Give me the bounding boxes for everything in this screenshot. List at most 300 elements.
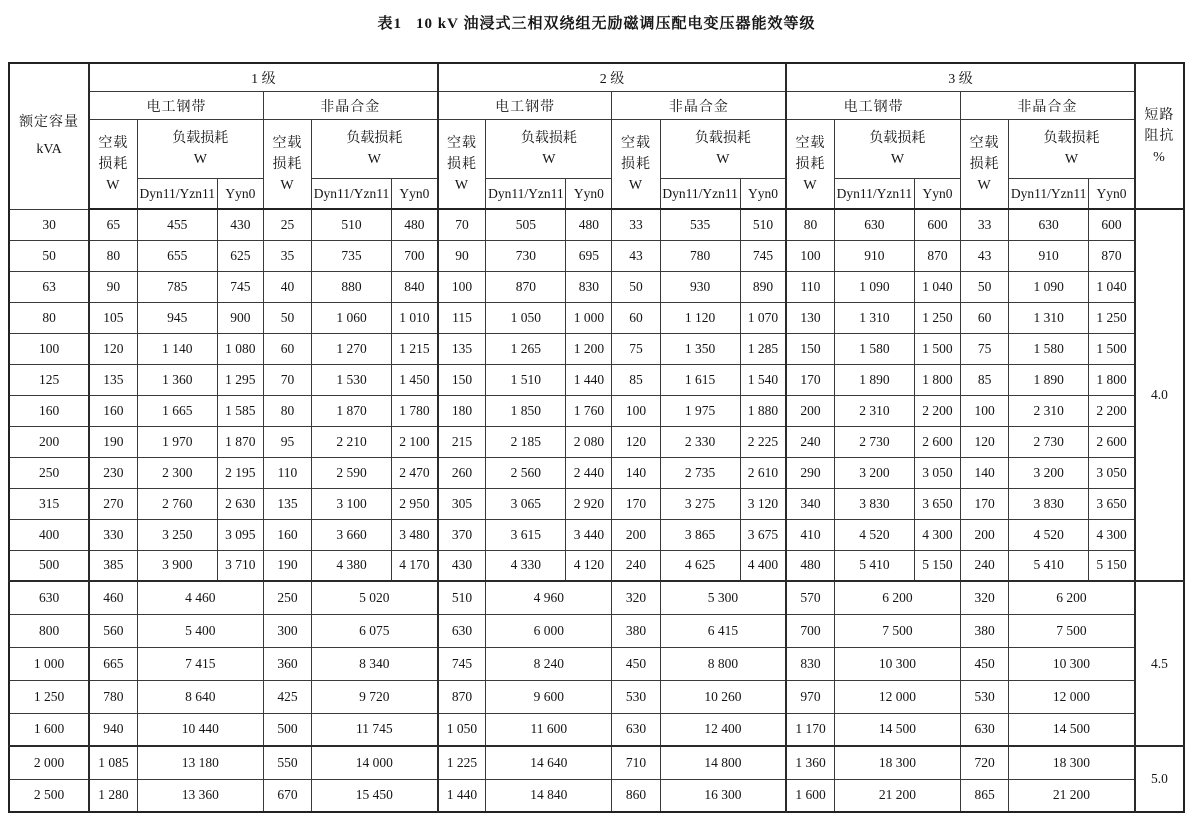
value-cell: 1 585 (217, 395, 263, 426)
value-cell: 100 (612, 395, 660, 426)
value-cell: 1 760 (566, 395, 612, 426)
header-connection-yyn: Yyn0 (217, 179, 263, 210)
value-cell: 505 (486, 209, 566, 240)
value-cell: 385 (89, 550, 137, 581)
value-cell: 4 960 (486, 581, 612, 614)
value-cell: 2 610 (740, 457, 786, 488)
value-cell: 710 (612, 746, 660, 779)
value-cell: 3 095 (217, 519, 263, 550)
value-cell: 4 300 (1089, 519, 1135, 550)
no-load-label-1: 空载 (98, 135, 129, 151)
value-cell: 1 060 (311, 302, 391, 333)
value-cell: 75 (612, 333, 660, 364)
value-cell: 1 010 (392, 302, 438, 333)
value-cell: 4 625 (660, 550, 740, 581)
value-cell: 14 640 (486, 746, 612, 779)
value-cell: 170 (961, 488, 1009, 519)
value-cell: 450 (961, 647, 1009, 680)
load-loss-unit: W (367, 152, 381, 167)
value-cell: 1 050 (486, 302, 566, 333)
value-cell: 150 (786, 333, 834, 364)
table-row (9, 271, 1184, 302)
value-cell: 160 (263, 519, 311, 550)
value-cell: 1 890 (834, 364, 914, 395)
header-load-loss (311, 120, 437, 179)
value-cell: 630 (438, 614, 486, 647)
value-cell: 7 415 (137, 647, 263, 680)
capacity-cell: 2 000 (9, 746, 89, 779)
load-loss-unit: W (542, 152, 556, 167)
no-load-label-2: 损耗 (969, 156, 1000, 172)
capacity-cell: 1 000 (9, 647, 89, 680)
table-caption (0, 12, 1193, 33)
value-cell: 630 (834, 209, 914, 240)
no-load-unit: W (803, 177, 818, 193)
value-cell: 2 440 (566, 457, 612, 488)
header-connection-yyn: Yyn0 (1089, 179, 1135, 210)
value-cell: 4 330 (486, 550, 566, 581)
value-cell: 455 (137, 209, 217, 240)
value-cell: 1 085 (89, 746, 137, 779)
header-connection-dyn: Dyn11/Yzn11 (311, 179, 391, 210)
value-cell: 1 310 (834, 302, 914, 333)
value-cell: 1 040 (914, 271, 960, 302)
table-row (9, 550, 1184, 581)
value-cell: 320 (612, 581, 660, 614)
value-cell: 18 300 (834, 746, 960, 779)
value-cell: 33 (961, 209, 1009, 240)
value-cell: 1 070 (740, 302, 786, 333)
value-cell: 100 (961, 395, 1009, 426)
value-cell: 6 200 (1009, 581, 1135, 614)
capacity-cell: 200 (9, 426, 89, 457)
capacity-cell: 80 (9, 302, 89, 333)
value-cell: 2 225 (740, 426, 786, 457)
capacity-cell: 30 (9, 209, 89, 240)
value-cell: 170 (612, 488, 660, 519)
value-cell: 40 (263, 271, 311, 302)
value-cell: 930 (660, 271, 740, 302)
value-cell: 2 730 (1009, 426, 1089, 457)
value-cell: 945 (137, 302, 217, 333)
value-cell: 2 185 (486, 426, 566, 457)
value-cell: 860 (612, 779, 660, 812)
table-body (9, 209, 1184, 812)
value-cell: 85 (961, 364, 1009, 395)
value-cell: 4 520 (1009, 519, 1089, 550)
value-cell: 2 100 (392, 426, 438, 457)
value-cell: 1 440 (438, 779, 486, 812)
value-cell: 60 (961, 302, 1009, 333)
impedance-label-1: 短路 (1144, 107, 1175, 123)
header-load-loss (660, 120, 786, 179)
value-cell: 135 (89, 364, 137, 395)
value-cell: 700 (786, 614, 834, 647)
value-cell: 14 800 (660, 746, 786, 779)
load-loss-unit: W (193, 152, 207, 167)
value-cell: 630 (1009, 209, 1089, 240)
value-cell: 1 850 (486, 395, 566, 426)
capacity-cell: 50 (9, 240, 89, 271)
value-cell: 12 000 (834, 680, 960, 713)
value-cell: 1 250 (914, 302, 960, 333)
header-rated-capacity (9, 63, 89, 209)
header-core-amorphous: 非晶合金 (612, 92, 786, 120)
value-cell: 730 (486, 240, 566, 271)
value-cell: 120 (89, 333, 137, 364)
value-cell: 870 (1089, 240, 1135, 271)
table-row (9, 395, 1184, 426)
value-cell: 270 (89, 488, 137, 519)
value-cell: 1 040 (1089, 271, 1135, 302)
value-cell: 70 (263, 364, 311, 395)
value-cell: 6 200 (834, 581, 960, 614)
value-cell: 780 (89, 680, 137, 713)
value-cell: 745 (740, 240, 786, 271)
value-cell: 3 200 (834, 457, 914, 488)
value-cell: 1 500 (914, 333, 960, 364)
value-cell: 14 000 (311, 746, 437, 779)
value-cell: 100 (786, 240, 834, 271)
impedance-unit: % (1153, 149, 1166, 165)
value-cell: 1 510 (486, 364, 566, 395)
value-cell: 1 975 (660, 395, 740, 426)
value-cell: 60 (263, 333, 311, 364)
header-no-load-loss (786, 120, 834, 210)
value-cell: 200 (786, 395, 834, 426)
value-cell: 60 (612, 302, 660, 333)
value-cell: 745 (438, 647, 486, 680)
value-cell: 330 (89, 519, 137, 550)
table-row (9, 746, 1184, 779)
no-load-unit: W (977, 177, 992, 193)
value-cell: 12 400 (660, 713, 786, 746)
value-cell: 80 (786, 209, 834, 240)
table-row (9, 488, 1184, 519)
value-cell: 140 (961, 457, 1009, 488)
value-cell: 430 (438, 550, 486, 581)
value-cell: 630 (961, 713, 1009, 746)
value-cell: 900 (217, 302, 263, 333)
value-cell: 85 (612, 364, 660, 395)
value-cell: 10 300 (1009, 647, 1135, 680)
capacity-cell: 500 (9, 550, 89, 581)
value-cell: 110 (263, 457, 311, 488)
capacity-cell: 63 (9, 271, 89, 302)
value-cell: 1 870 (217, 426, 263, 457)
load-loss-label: 负载损耗 (346, 131, 403, 146)
value-cell: 15 450 (311, 779, 437, 812)
value-cell: 910 (1009, 240, 1089, 271)
value-cell: 14 840 (486, 779, 612, 812)
value-cell: 380 (612, 614, 660, 647)
value-cell: 11 600 (486, 713, 612, 746)
load-loss-label: 负载损耗 (1043, 131, 1100, 146)
value-cell: 1 080 (217, 333, 263, 364)
value-cell: 4 300 (914, 519, 960, 550)
value-cell: 1 270 (311, 333, 391, 364)
value-cell: 870 (486, 271, 566, 302)
value-cell: 3 830 (834, 488, 914, 519)
value-cell: 370 (438, 519, 486, 550)
value-cell: 865 (961, 779, 1009, 812)
capacity-cell: 630 (9, 581, 89, 614)
value-cell: 2 730 (834, 426, 914, 457)
header-connection-dyn: Dyn11/Yzn11 (660, 179, 740, 210)
table-title: 10 kV 油浸式三相双绕组无励磁调压配电变压器能效等级 (416, 16, 816, 32)
value-cell: 1 265 (486, 333, 566, 364)
table-row (9, 333, 1184, 364)
value-cell: 305 (438, 488, 486, 519)
value-cell: 4 380 (311, 550, 391, 581)
table-row (9, 581, 1184, 614)
value-cell: 1 170 (786, 713, 834, 746)
table-number: 表1 (377, 16, 403, 32)
no-load-label-1: 空载 (795, 135, 826, 151)
header-level-2: 2 级 (438, 63, 787, 92)
value-cell: 200 (612, 519, 660, 550)
value-cell: 10 300 (834, 647, 960, 680)
value-cell: 410 (786, 519, 834, 550)
value-cell: 2 735 (660, 457, 740, 488)
value-cell: 200 (961, 519, 1009, 550)
value-cell: 21 200 (1009, 779, 1135, 812)
value-cell: 1 890 (1009, 364, 1089, 395)
value-cell: 3 250 (137, 519, 217, 550)
value-cell: 3 650 (914, 488, 960, 519)
value-cell: 2 630 (217, 488, 263, 519)
value-cell: 2 080 (566, 426, 612, 457)
value-cell: 140 (612, 457, 660, 488)
header-level-3: 3 级 (786, 63, 1135, 92)
value-cell: 3 710 (217, 550, 263, 581)
value-cell: 665 (89, 647, 137, 680)
no-load-label-1: 空载 (969, 135, 1000, 151)
value-cell: 70 (438, 209, 486, 240)
table-row (9, 302, 1184, 333)
value-cell: 8 240 (486, 647, 612, 680)
header-connection-yyn: Yyn0 (740, 179, 786, 210)
value-cell: 5 300 (660, 581, 786, 614)
impedance-cell: 4.0 (1135, 209, 1184, 581)
value-cell: 1 310 (1009, 302, 1089, 333)
value-cell: 80 (89, 240, 137, 271)
value-cell: 160 (89, 395, 137, 426)
header-connection-dyn: Dyn11/Yzn11 (1009, 179, 1089, 210)
value-cell: 7 500 (834, 614, 960, 647)
value-cell: 735 (311, 240, 391, 271)
header-short-circuit-impedance (1135, 63, 1184, 209)
value-cell: 115 (438, 302, 486, 333)
value-cell: 260 (438, 457, 486, 488)
header-connection-yyn: Yyn0 (566, 179, 612, 210)
value-cell: 1 215 (392, 333, 438, 364)
no-load-label-2: 损耗 (795, 156, 826, 172)
value-cell: 600 (914, 209, 960, 240)
value-cell: 2 195 (217, 457, 263, 488)
no-load-label-1: 空载 (446, 135, 477, 151)
value-cell: 1 050 (438, 713, 486, 746)
value-cell: 6 415 (660, 614, 786, 647)
no-load-label-2: 损耗 (621, 156, 651, 172)
value-cell: 1 440 (566, 364, 612, 395)
load-loss-unit: W (890, 152, 905, 167)
value-cell: 1 090 (834, 271, 914, 302)
value-cell: 1 350 (660, 333, 740, 364)
value-cell: 3 275 (660, 488, 740, 519)
value-cell: 65 (89, 209, 137, 240)
value-cell: 4 460 (137, 581, 263, 614)
value-cell: 7 500 (1009, 614, 1135, 647)
capacity-label: 额定容量 (19, 115, 80, 131)
value-cell: 720 (961, 746, 1009, 779)
value-cell: 480 (566, 209, 612, 240)
value-cell: 3 200 (1009, 457, 1089, 488)
value-cell: 510 (438, 581, 486, 614)
value-cell: 5 410 (1009, 550, 1089, 581)
table-row (9, 426, 1184, 457)
capacity-cell: 160 (9, 395, 89, 426)
value-cell: 3 830 (1009, 488, 1089, 519)
value-cell: 2 210 (311, 426, 391, 457)
value-cell: 50 (263, 302, 311, 333)
value-cell: 8 640 (137, 680, 263, 713)
value-cell: 13 180 (137, 746, 263, 779)
value-cell: 2 200 (1089, 395, 1135, 426)
value-cell: 8 340 (311, 647, 437, 680)
value-cell: 1 000 (566, 302, 612, 333)
value-cell: 550 (263, 746, 311, 779)
value-cell: 1 225 (438, 746, 486, 779)
header-core-steel: 电工钢带 (786, 92, 960, 120)
value-cell: 380 (961, 614, 1009, 647)
value-cell: 35 (263, 240, 311, 271)
header-no-load-loss (612, 120, 660, 210)
value-cell: 3 675 (740, 519, 786, 550)
value-cell: 50 (961, 271, 1009, 302)
value-cell: 1 540 (740, 364, 786, 395)
capacity-cell: 100 (9, 333, 89, 364)
value-cell: 870 (914, 240, 960, 271)
value-cell: 105 (89, 302, 137, 333)
header-load-loss (137, 120, 263, 179)
value-cell: 3 650 (1089, 488, 1135, 519)
no-load-unit: W (280, 177, 295, 193)
value-cell: 6 075 (311, 614, 437, 647)
efficiency-table (8, 62, 1185, 813)
value-cell: 670 (263, 779, 311, 812)
value-cell: 120 (612, 426, 660, 457)
header-connection-yyn: Yyn0 (914, 179, 960, 210)
table-row (9, 457, 1184, 488)
value-cell: 50 (612, 271, 660, 302)
value-cell: 18 300 (1009, 746, 1135, 779)
value-cell: 1 665 (137, 395, 217, 426)
value-cell: 240 (961, 550, 1009, 581)
value-cell: 2 920 (566, 488, 612, 519)
value-cell: 12 000 (1009, 680, 1135, 713)
impedance-label-2: 阻抗 (1144, 128, 1175, 144)
capacity-cell: 2 500 (9, 779, 89, 812)
value-cell: 1 970 (137, 426, 217, 457)
value-cell: 5 150 (1089, 550, 1135, 581)
capacity-cell: 400 (9, 519, 89, 550)
load-loss-label: 负载损耗 (520, 131, 577, 146)
value-cell: 2 600 (1089, 426, 1135, 457)
value-cell: 1 360 (786, 746, 834, 779)
value-cell: 4 170 (392, 550, 438, 581)
value-cell: 1 090 (1009, 271, 1089, 302)
value-cell: 90 (438, 240, 486, 271)
value-cell: 170 (786, 364, 834, 395)
value-cell: 830 (566, 271, 612, 302)
value-cell: 10 260 (660, 680, 786, 713)
header-core-steel: 电工钢带 (89, 92, 263, 120)
value-cell: 9 720 (311, 680, 437, 713)
no-load-label-1: 空载 (272, 135, 303, 151)
value-cell: 300 (263, 614, 311, 647)
header-no-load-loss (89, 120, 137, 210)
value-cell: 21 200 (834, 779, 960, 812)
value-cell: 9 600 (486, 680, 612, 713)
value-cell: 340 (786, 488, 834, 519)
value-cell: 425 (263, 680, 311, 713)
value-cell: 480 (786, 550, 834, 581)
value-cell: 4 520 (834, 519, 914, 550)
table-row (9, 680, 1184, 713)
value-cell: 940 (89, 713, 137, 746)
value-cell: 230 (89, 457, 137, 488)
capacity-unit: kVA (36, 142, 62, 158)
value-cell: 3 480 (392, 519, 438, 550)
value-cell: 4 400 (740, 550, 786, 581)
value-cell: 830 (786, 647, 834, 680)
value-cell: 1 780 (392, 395, 438, 426)
value-cell: 880 (311, 271, 391, 302)
table-row (9, 364, 1184, 395)
value-cell: 120 (961, 426, 1009, 457)
value-cell: 700 (392, 240, 438, 271)
impedance-cell: 4.5 (1135, 581, 1184, 746)
load-loss-label: 负载损耗 (694, 131, 751, 146)
value-cell: 785 (137, 271, 217, 302)
value-cell: 2 300 (137, 457, 217, 488)
value-cell: 530 (961, 680, 1009, 713)
header-connection-dyn: Dyn11/Yzn11 (834, 179, 914, 210)
value-cell: 1 580 (834, 333, 914, 364)
value-cell: 190 (89, 426, 137, 457)
value-cell: 25 (263, 209, 311, 240)
value-cell: 560 (89, 614, 137, 647)
value-cell: 5 020 (311, 581, 437, 614)
no-load-label-1: 空载 (621, 135, 651, 151)
value-cell: 360 (263, 647, 311, 680)
capacity-cell: 1 250 (9, 680, 89, 713)
value-cell: 14 500 (834, 713, 960, 746)
capacity-cell: 250 (9, 457, 89, 488)
value-cell: 500 (263, 713, 311, 746)
value-cell: 1 250 (1089, 302, 1135, 333)
header-connection-dyn: Dyn11/Yzn11 (486, 179, 566, 210)
value-cell: 2 310 (1009, 395, 1089, 426)
value-cell: 2 470 (392, 457, 438, 488)
value-cell: 2 330 (660, 426, 740, 457)
value-cell: 780 (660, 240, 740, 271)
value-cell: 11 745 (311, 713, 437, 746)
value-cell: 1 285 (740, 333, 786, 364)
value-cell: 2 760 (137, 488, 217, 519)
value-cell: 2 310 (834, 395, 914, 426)
